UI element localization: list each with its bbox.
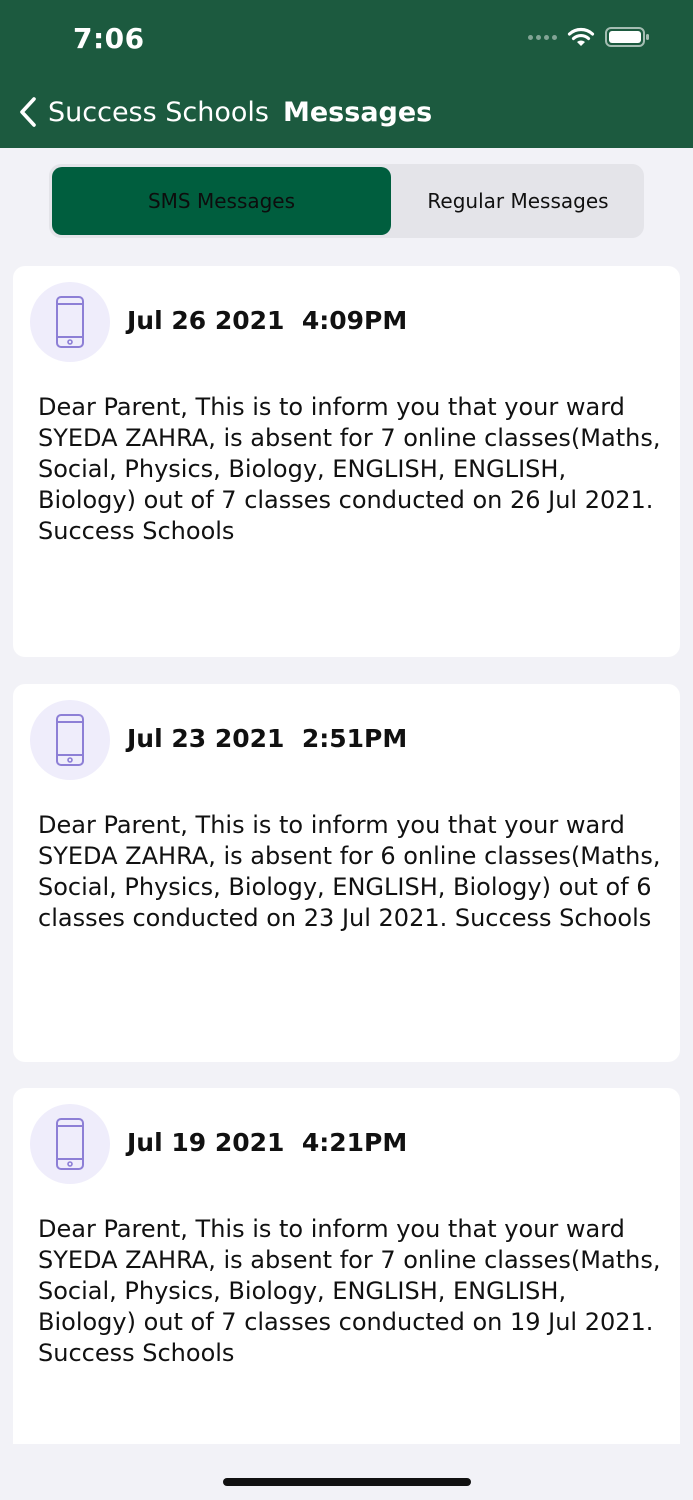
message-body: Dear Parent, This is to inform you that your ward SYEDA ZAHRA, is absent for 6 online classes(Maths, Social, Physics, Biology, ENGLISH, Biology) out of 6 classes conducted on 23 Jul 2021. Success Schools [38, 811, 661, 932]
back-button[interactable] [18, 96, 269, 128]
tab-regular-messages[interactable]: Regular Messages [427, 189, 609, 213]
navigation-bar [0, 88, 693, 138]
message-body: Dear Parent, This is to inform you that your ward SYEDA ZAHRA, is absent for 7 online classes(Maths, Social, Physics, Biology, ENGLISH, ENGLISH, Biology) out of 7 classes conducted on 19 Jul 2021. Success Schools [38, 1215, 661, 1367]
message-card[interactable] [13, 1088, 680, 1444]
status-indicators [528, 26, 651, 48]
message-date: Jul 23 2021 2:51PM [127, 724, 408, 753]
message-type-segmented-control [49, 164, 644, 238]
mobile-phone-icon [30, 1104, 110, 1184]
home-indicator[interactable] [223, 1478, 471, 1486]
cellular-signal-icon [528, 35, 557, 40]
tab-sms-messages[interactable]: SMS Messages [52, 167, 391, 235]
battery-icon [605, 26, 651, 48]
wifi-icon [567, 26, 595, 48]
message-date: Jul 19 2021 4:21PM [127, 1128, 408, 1157]
chevron-left-icon [18, 96, 38, 128]
app-header [0, 0, 693, 148]
message-body: Dear Parent, This is to inform you that your ward SYEDA ZAHRA, is absent for 7 online classes(Maths, Social, Physics, Biology, ENGLISH, ENGLISH, Biology) out of 7 classes conducted on 26 Jul 2021. Success Schools [38, 393, 661, 545]
mobile-phone-icon [30, 282, 110, 362]
back-label: Success Schools [48, 96, 269, 128]
mobile-phone-icon [30, 700, 110, 780]
message-date: Jul 26 2021 4:09PM [127, 306, 408, 335]
status-time: 7:06 [73, 22, 145, 55]
message-card[interactable] [13, 684, 680, 1062]
page-title: Messages [283, 97, 433, 128]
message-card[interactable] [13, 266, 680, 657]
